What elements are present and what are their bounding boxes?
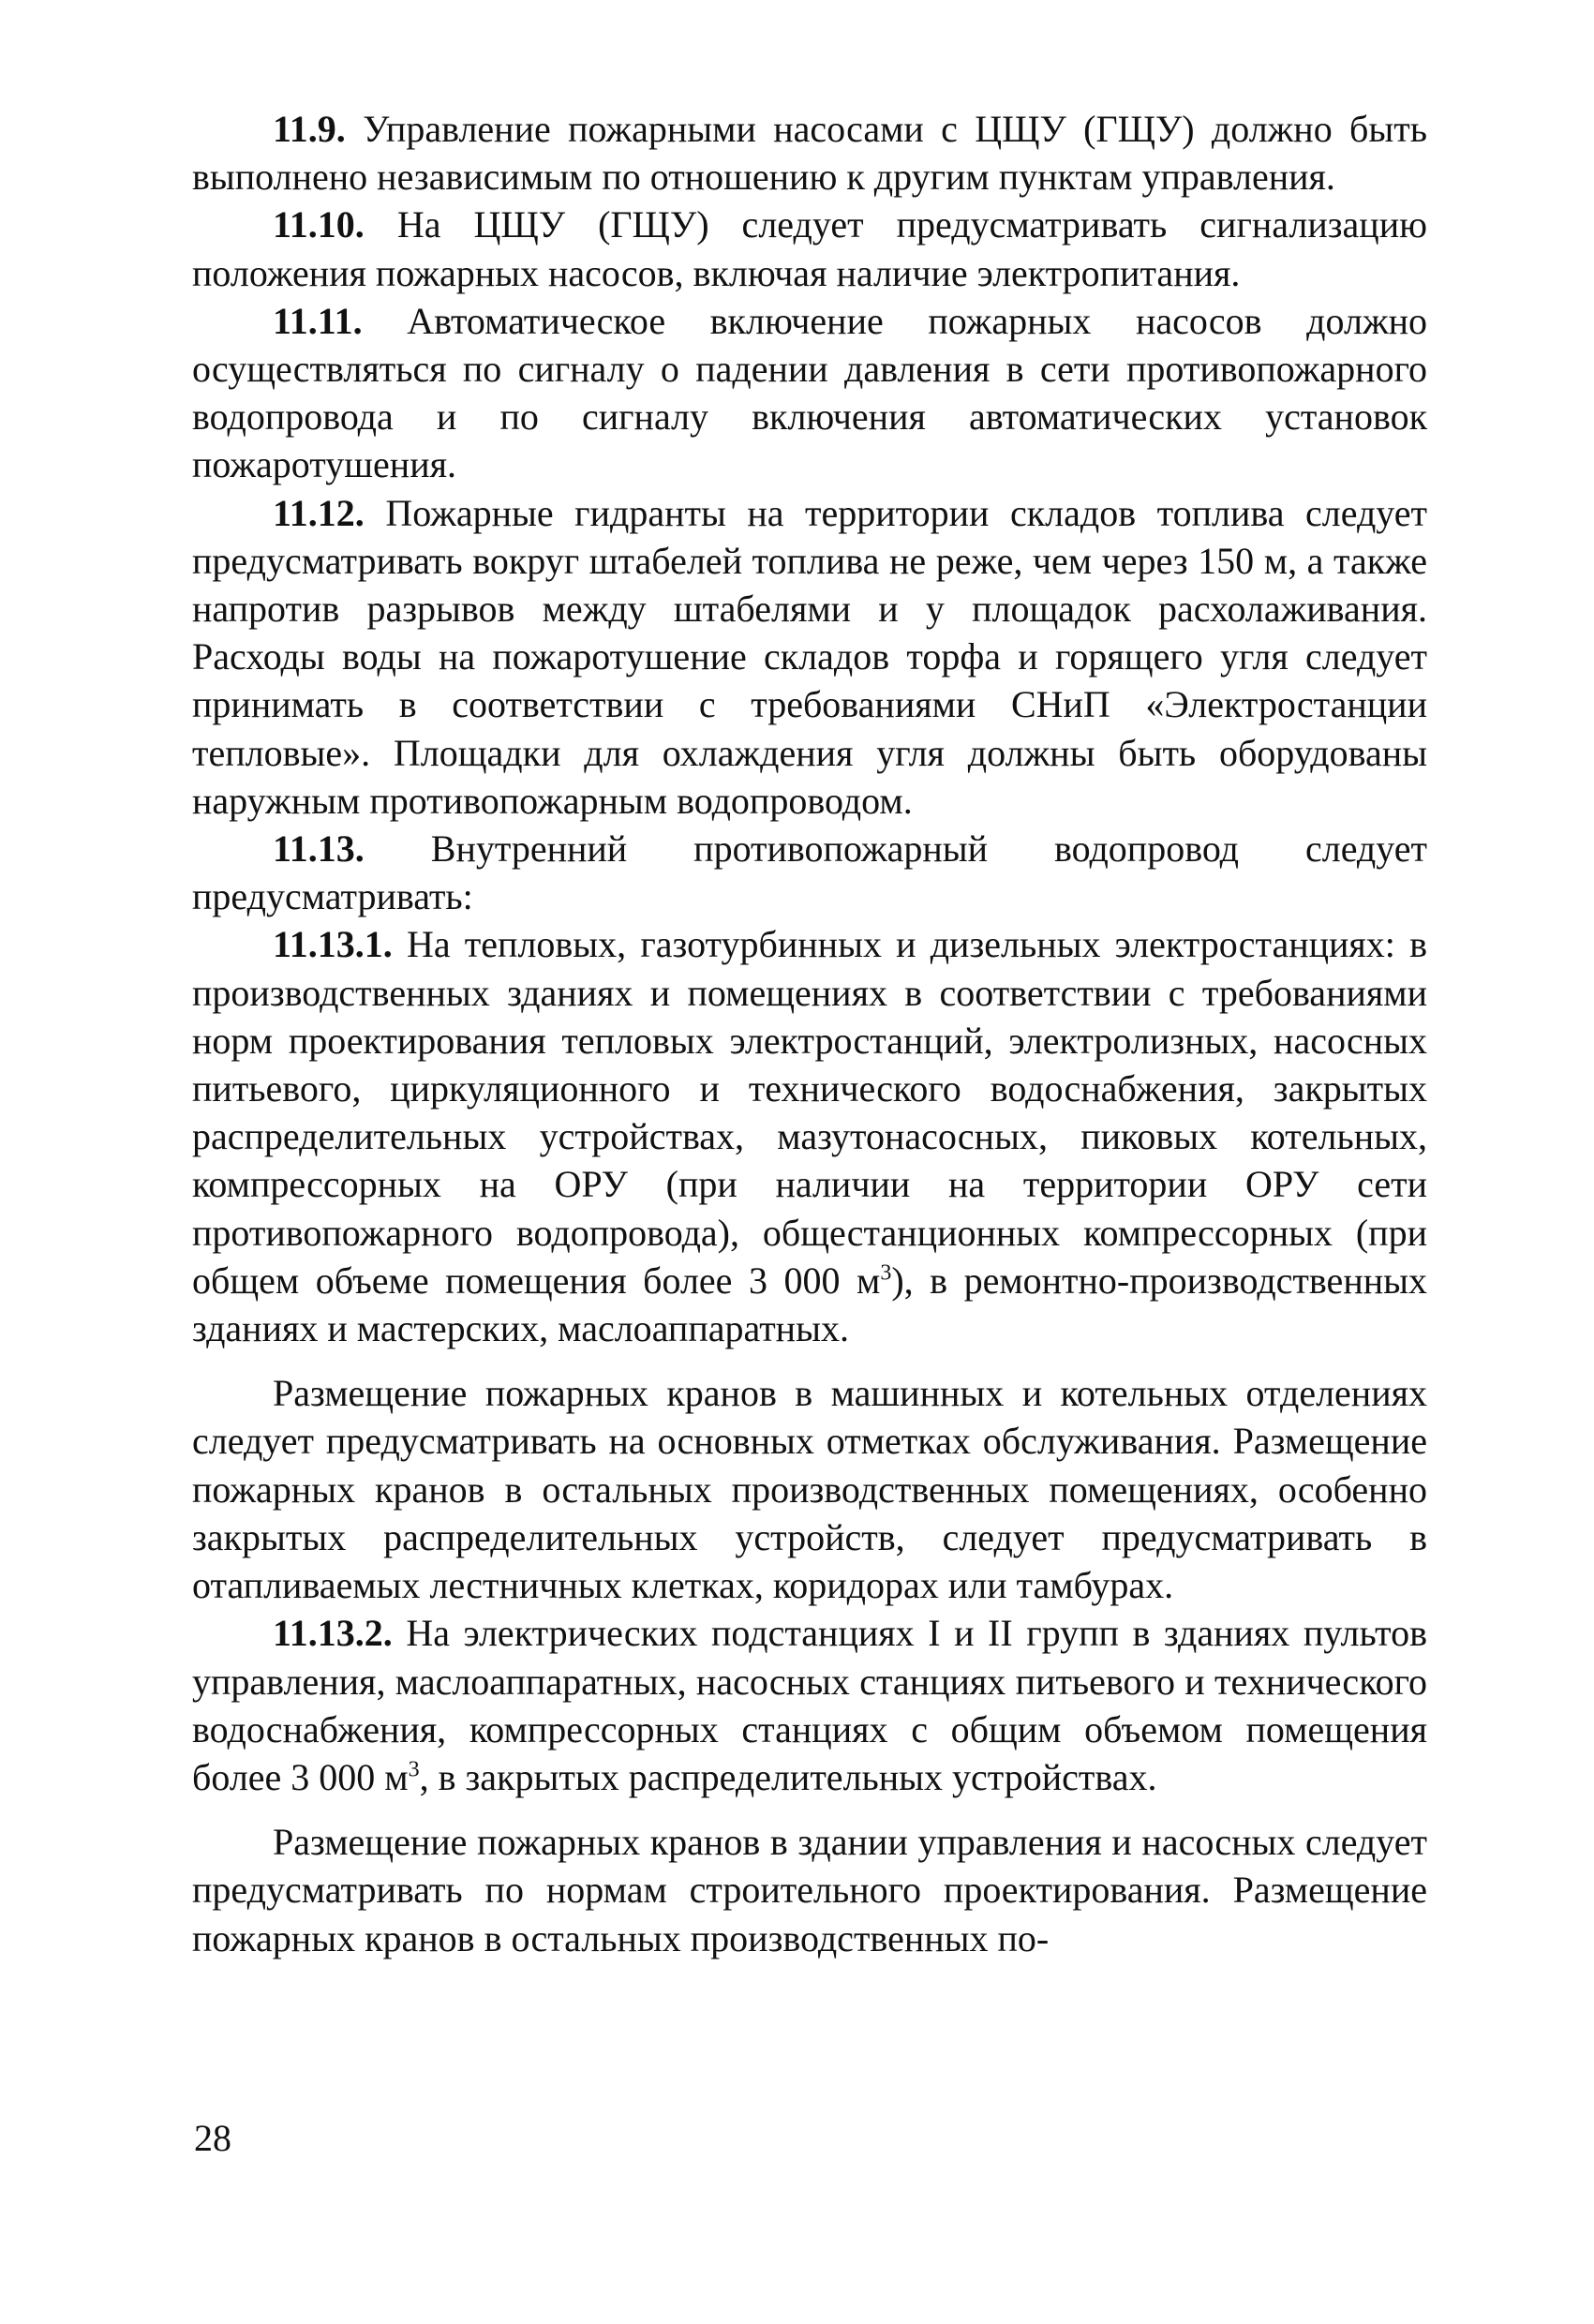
paragraph-text: На электрических подстанциях I и II групп в зданиях пультов управления, маслоаппаратных, насосных станциях питьевого и технического водоснабжения, компрессорных станциях с общим объемом помещения более 3 000 м — [192, 1612, 1427, 1798]
clause-number: 11.12. — [273, 491, 365, 534]
paragraph-text: Размещение пожарных кранов в машинных и котельных отделениях следует предусматривать на основных отметках обслуживания. Размещение пожарных кранов в остальных производственных помещениях, особенно закрытых распределительных устройств, следует предусматривать в отапливаемых лестничных клетках, коридорах или тамбурах. — [192, 1372, 1427, 1607]
paragraph-11-13-2 — [192, 1609, 1427, 1801]
paragraph-text: На ЦЩУ (ГЩУ) следует предусматривать сигнализацию положения пожарных насосов, включая наличие электропитания. — [192, 203, 1427, 294]
page-body — [192, 105, 1427, 1962]
paragraph-text: Управление пожарными насосами с ЦЩУ (ГЩУ) должно быть выполнено независимым по отношению к другим пунктам управления. — [192, 108, 1427, 199]
clause-number: 11.13.2. — [273, 1612, 393, 1655]
paragraph-placement-1 — [192, 1369, 1427, 1609]
paragraph-11-12 — [192, 489, 1427, 825]
paragraph-11-13-1 — [192, 920, 1427, 1352]
paragraph-text: Автоматическое включение пожарных насосов должно осуществляться по сигналу о падении давления в сети противопожарного водопровода и по сигналу включения автоматических установок пожаротушения. — [192, 299, 1427, 486]
paragraph-11-11 — [192, 297, 1427, 489]
paragraph-text: Внутренний противопожарный водопровод следует предусматривать: — [192, 827, 1427, 918]
paragraph-text-continued: ), в ремонтно-производственных зданиях и мастерских, маслоаппаратных. — [192, 1259, 1427, 1350]
paragraph-text: Размещение пожарных кранов в здании управления и насосных следует предусматривать по нормам строительного проектирования. Размещение пожарных кранов в остальных производственных по- — [192, 1821, 1427, 1959]
clause-number: 11.13.1. — [273, 923, 393, 966]
superscript: 3 — [408, 1757, 420, 1782]
superscript: 3 — [880, 1260, 892, 1286]
paragraph-11-9 — [192, 105, 1427, 201]
paragraph-text: На тепловых, газотурбинных и дизельных электростанциях: в производственных зданиях и помещениях в соответствии с требованиями норм проектирования тепловых электростанций, электролизных, насосных питьевого, циркуляционного и технического водоснабжения, закрытых распределительных устройствах, мазутонасосных, пиковых котельных, компрессорных на ОРУ (при наличии на территории ОРУ сети противопожарного водопровода), общестанционных компрессорных (при общем объеме помещения более 3 000 м — [192, 923, 1427, 1302]
clause-number: 11.11. — [273, 299, 363, 342]
clause-number: 11.13. — [273, 827, 365, 871]
page-number: 28 — [194, 2117, 231, 2159]
clause-number: 11.9. — [273, 108, 346, 150]
clause-number: 11.10. — [273, 203, 365, 246]
paragraph-placement-2 — [192, 1818, 1427, 1962]
paragraph-text: Пожарные гидранты на территории складов топлива следует предусматривать вокруг штабелей топлива не реже, чем через 150 м, а также напротив разрывов между штабелями и у площадок расхолаживания. Расходы воды на пожаротушение складов торфа и горящего угля следует принимать в соответствии с требованиями СНиП «Электростанции тепловые». Площадки для охлаждения угля должны быть оборудованы наружным противопожарным водопроводом. — [192, 491, 1427, 822]
paragraph-11-13 — [192, 825, 1427, 920]
paragraph-11-10 — [192, 201, 1427, 296]
paragraph-text-continued: , в закрытых распределительных устройствах. — [419, 1755, 1157, 1798]
